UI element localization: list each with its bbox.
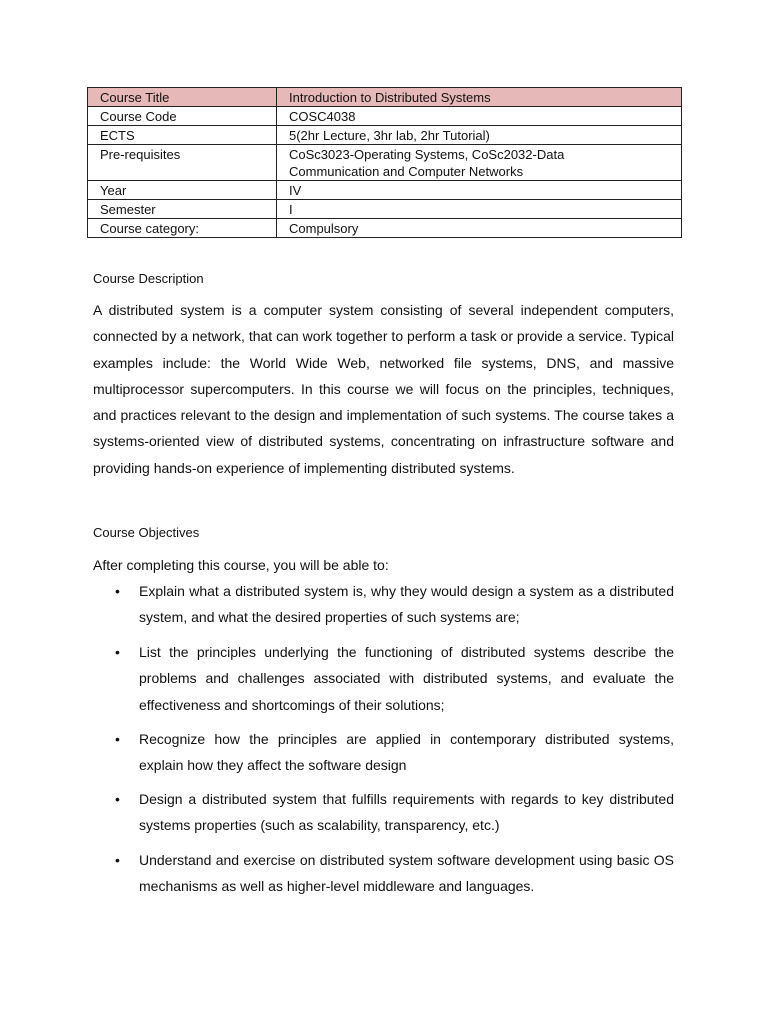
row-value: I (277, 200, 682, 219)
row-key: Course Code (88, 107, 277, 126)
row-key: Pre-requisites (88, 145, 277, 181)
bullet-icon: • (115, 583, 120, 599)
row-key: Course category: (88, 219, 277, 238)
table-row-course-category (88, 219, 682, 238)
table-row-course-code (88, 107, 682, 126)
bullet-icon: • (115, 644, 120, 660)
list-item-text: Explain what a distributed system is, why they would design a system as a distributed system, and what the desired properties of such systems are; (139, 583, 674, 626)
list-item (115, 578, 674, 631)
list-item-text: Understand and exercise on distributed system software development using basic OS mechanisms as well as higher-level middleware and languages. (139, 852, 674, 895)
row-key: Course Title (88, 88, 277, 107)
table-row-semester (88, 200, 682, 219)
row-value: COSC4038 (277, 107, 682, 126)
row-value-line: Communication and Computer Networks (289, 164, 524, 179)
row-value: Compulsory (277, 219, 682, 238)
course-objectives-heading: Course Objectives (93, 525, 200, 540)
list-item (115, 786, 674, 839)
list-item-text: List the principles underlying the functioning of distributed systems describe the problems and challenges associated with distributed systems, and evaluate the effectiveness and shortcomings of their solutions; (139, 644, 674, 713)
table-row-ects (88, 126, 682, 145)
course-info-table (87, 87, 682, 238)
row-key: Semester (88, 200, 277, 219)
list-item-text: Recognize how the principles are applied in contemporary distributed systems, explain how they affect the software design (139, 731, 674, 774)
bullet-icon: • (115, 731, 120, 747)
list-item-text: Design a distributed system that fulfills requirements with regards to key distributed systems properties (such as scalability, transparency, etc.) (139, 791, 674, 834)
list-item (115, 726, 674, 779)
row-value-line: CoSc3023-Operating Systems, CoSc2032-Data (289, 147, 565, 162)
objectives-intro: After completing this course, you will be able to: (93, 557, 389, 573)
course-description-heading: Course Description (93, 271, 204, 286)
bullet-icon: • (115, 852, 120, 868)
row-value: IV (277, 181, 682, 200)
row-key: Year (88, 181, 277, 200)
row-value: 5(2hr Lecture, 3hr lab, 2hr Tutorial) (277, 126, 682, 145)
list-item (115, 847, 674, 900)
table-row-course-title (88, 88, 682, 107)
row-key: ECTS (88, 126, 277, 145)
course-description-text: A distributed system is a computer system consisting of several independent computers, connected by a network, that can work together to perform a task or provide a service. Typical examples include: the World Wide Web, networked file systems, DNS, and massive multiprocessor supercomputers. In this course we will focus on the principles, techniques, and practices relevant to the design and implementation of such systems. The course takes a systems-oriented view of distributed systems, concentrating on infrastructure software and providing hands-on experience of implementing distributed systems. (93, 302, 674, 476)
table-row-year (88, 181, 682, 200)
list-item (115, 639, 674, 718)
row-value: Introduction to Distributed Systems (277, 88, 682, 107)
bullet-icon: • (115, 791, 120, 807)
row-value (277, 145, 682, 181)
table-row-prerequisites (88, 145, 682, 181)
